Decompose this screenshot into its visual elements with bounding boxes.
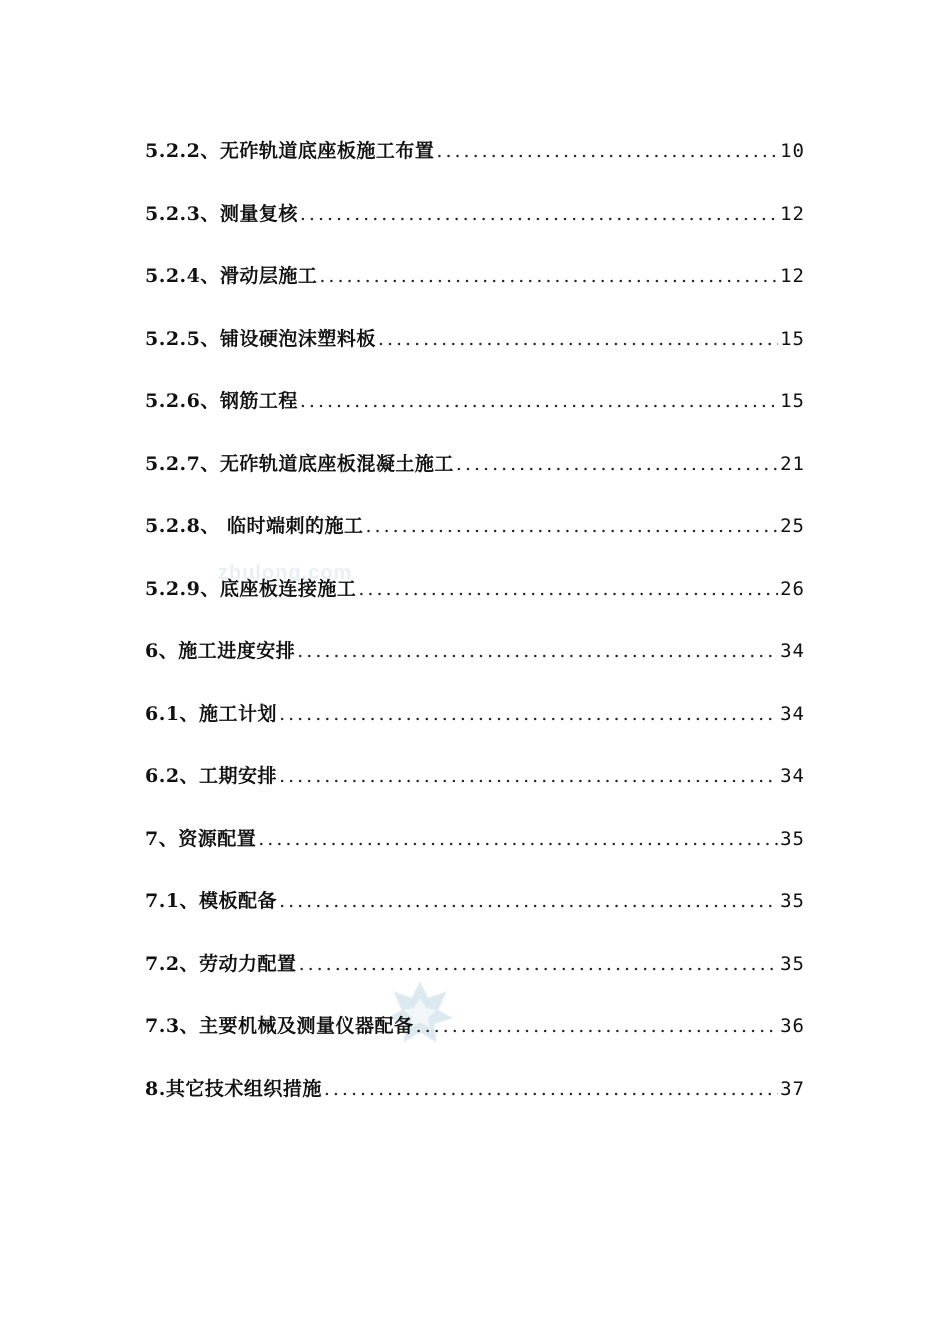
toc-entry-title: 5.2.7、无砟轨道底座板混凝土施工	[145, 452, 454, 475]
toc-entry[interactable]	[145, 257, 805, 320]
toc-page-number: 37	[780, 1077, 805, 1100]
toc-page-number: 12	[780, 265, 805, 287]
toc-dot-leader	[319, 257, 778, 295]
toc-page-number: 21	[780, 452, 805, 475]
toc-entry-title: 7.1、模板配备	[145, 890, 278, 912]
toc-dot-leader	[279, 882, 778, 920]
toc-page-number: 25	[780, 515, 805, 537]
toc-page-number: 35	[780, 952, 805, 975]
toc-entry[interactable]	[145, 132, 805, 195]
toc-entry-title: 7.3、主要机械及测量仪器配备	[145, 1015, 414, 1037]
toc-entry[interactable]	[145, 1007, 805, 1070]
toc-page-number: 34	[780, 702, 805, 725]
toc-page-number: 35	[780, 827, 805, 850]
toc-entry[interactable]	[145, 382, 805, 445]
toc-page-number: 35	[780, 890, 805, 912]
toc-dot-leader	[300, 195, 778, 233]
toc-entry[interactable]	[145, 320, 805, 383]
toc-entry-title: 6、施工进度安排	[145, 640, 296, 662]
toc-entry[interactable]	[145, 757, 805, 820]
toc-page-number: 12	[780, 202, 805, 225]
toc-dot-leader	[297, 632, 778, 670]
toc-entry-title: 5.2.6、钢筋工程	[145, 390, 298, 412]
toc-entry-title: 5.2.2、无砟轨道底座板施工布置	[145, 140, 435, 162]
toc-dot-leader	[358, 570, 778, 608]
toc-entry-title: 5.2.5、铺设硬泡沫塑料板	[145, 327, 376, 350]
toc-page-number: 26	[780, 577, 805, 600]
toc-entry[interactable]	[145, 945, 805, 1008]
toc-dot-leader	[456, 445, 778, 483]
toc-entry-title: 8.其它技术组织措施	[145, 1077, 322, 1100]
toc-entry[interactable]	[145, 570, 805, 633]
toc-entry[interactable]	[145, 195, 805, 258]
toc-entry-title: 7.2、劳动力配置	[145, 952, 297, 975]
toc-dot-leader	[258, 820, 778, 858]
toc-dot-leader	[436, 132, 778, 170]
toc-dot-leader	[324, 1070, 778, 1108]
toc-dot-leader	[366, 507, 779, 545]
toc-entry-title: 6.1、施工计划	[145, 702, 278, 725]
toc-entry-title: 5.2.4、滑动层施工	[145, 265, 318, 287]
toc-dot-leader	[279, 757, 778, 795]
toc-dot-leader	[300, 382, 778, 420]
toc-entry[interactable]	[145, 695, 805, 758]
toc-entry-title: 5.2.9、底座板连接施工	[145, 577, 357, 600]
watermark-text: zhulong.com	[218, 562, 353, 584]
toc-page-number: 34	[780, 640, 805, 662]
toc-entry[interactable]	[145, 632, 805, 695]
toc-entry[interactable]	[145, 445, 805, 508]
toc-dot-leader	[279, 695, 778, 733]
toc-entry[interactable]	[145, 507, 805, 570]
toc-dot-leader	[299, 945, 779, 983]
toc-entry-title: 5.2.3、测量复核	[145, 202, 298, 225]
toc-page-number: 34	[780, 765, 805, 787]
toc-page-number: 10	[780, 140, 805, 162]
toc-page-number: 15	[780, 390, 805, 412]
toc-entry-title: 5.2.8、 临时端刺的施工	[145, 515, 364, 537]
toc-dot-leader	[378, 320, 778, 358]
toc-entry[interactable]	[145, 820, 805, 883]
table-of-contents	[145, 132, 805, 1132]
toc-entry[interactable]	[145, 1070, 805, 1133]
toc-dot-leader	[416, 1007, 779, 1045]
toc-page-number: 15	[780, 327, 805, 350]
toc-entry-title: 6.2、工期安排	[145, 765, 278, 787]
toc-entry[interactable]	[145, 882, 805, 945]
toc-page-number: 36	[780, 1015, 805, 1037]
toc-entry-title: 7、资源配置	[145, 827, 257, 850]
